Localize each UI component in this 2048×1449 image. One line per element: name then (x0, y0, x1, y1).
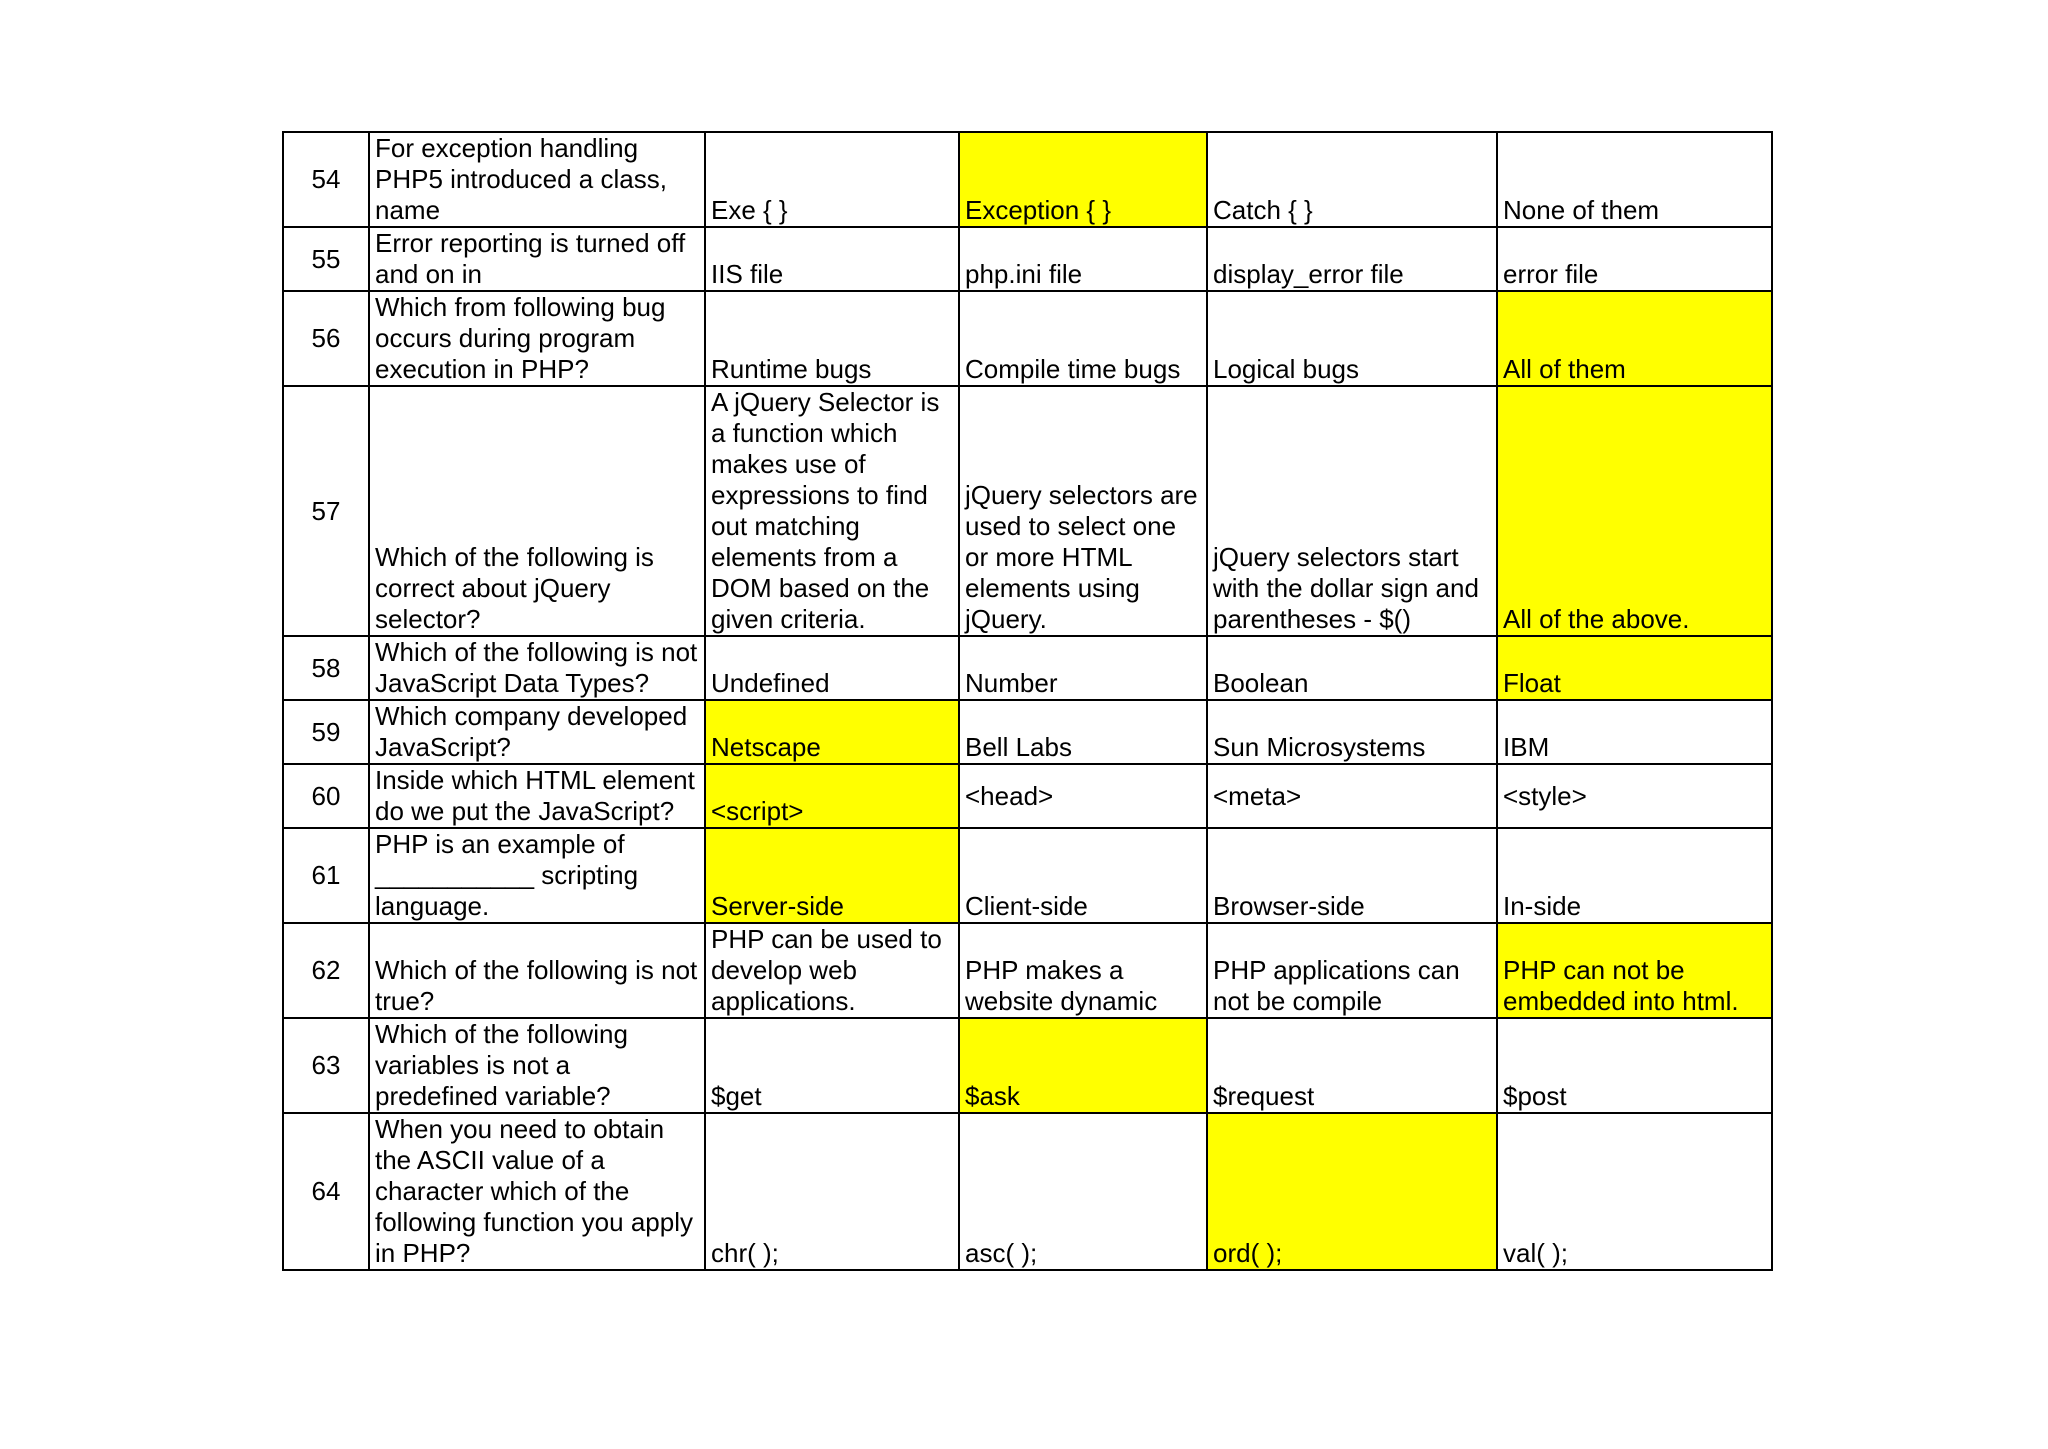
table-row (283, 764, 1772, 828)
option-a: Runtime bugs (705, 291, 959, 386)
option-b: jQuery selectors are used to select one or more HTML elements using jQuery. (959, 386, 1207, 636)
question-text: Which of the following is not true? (369, 923, 705, 1018)
question-text: PHP is an example of ___________ scripting language. (369, 828, 705, 923)
option-d: <style> (1497, 764, 1772, 828)
question-number: 62 (283, 923, 369, 1018)
question-text: Which company developed JavaScript? (369, 700, 705, 764)
table-row (283, 923, 1772, 1018)
option-c: Catch { } (1207, 132, 1497, 227)
table-row (283, 1018, 1772, 1113)
option-c: Sun Microsystems (1207, 700, 1497, 764)
option-b-correct: $ask (959, 1018, 1207, 1113)
option-d: None of them (1497, 132, 1772, 227)
question-text: Inside which HTML element do we put the JavaScript? (369, 764, 705, 828)
question-text: Which from following bug occurs during program execution in PHP? (369, 291, 705, 386)
option-c: <meta> (1207, 764, 1497, 828)
option-c: Logical bugs (1207, 291, 1497, 386)
option-d-correct: All of the above. (1497, 386, 1772, 636)
option-c-correct: ord( ); (1207, 1113, 1497, 1270)
question-text: When you need to obtain the ASCII value of a character which of the following function you apply in PHP? (369, 1113, 705, 1270)
option-a: Undefined (705, 636, 959, 700)
option-c: display_error file (1207, 227, 1497, 291)
mcq-answer-table (282, 131, 1773, 1271)
option-b: <head> (959, 764, 1207, 828)
option-b: Client-side (959, 828, 1207, 923)
option-d-correct: Float (1497, 636, 1772, 700)
option-a: PHP can be used to develop web applications. (705, 923, 959, 1018)
option-b: Compile time bugs (959, 291, 1207, 386)
option-a: chr( ); (705, 1113, 959, 1270)
question-number: 61 (283, 828, 369, 923)
table-row (283, 132, 1772, 227)
question-text: Which of the following variables is not a predefined variable? (369, 1018, 705, 1113)
table-row (283, 700, 1772, 764)
option-d: val( ); (1497, 1113, 1772, 1270)
question-number: 57 (283, 386, 369, 636)
question-number: 64 (283, 1113, 369, 1270)
table-row (283, 1113, 1772, 1270)
option-a-correct: <script> (705, 764, 959, 828)
option-c: Boolean (1207, 636, 1497, 700)
question-number: 54 (283, 132, 369, 227)
question-number: 58 (283, 636, 369, 700)
option-d-correct: PHP can not be embedded into html. (1497, 923, 1772, 1018)
option-a-correct: Netscape (705, 700, 959, 764)
option-b-correct: Exception { } (959, 132, 1207, 227)
question-number: 63 (283, 1018, 369, 1113)
option-b: Bell Labs (959, 700, 1207, 764)
question-number: 56 (283, 291, 369, 386)
option-a-correct: Server-side (705, 828, 959, 923)
option-c: jQuery selectors start with the dollar sign and parentheses - $() (1207, 386, 1497, 636)
question-number: 55 (283, 227, 369, 291)
question-text: Which of the following is not JavaScript Data Types? (369, 636, 705, 700)
option-b: asc( ); (959, 1113, 1207, 1270)
option-a: IIS file (705, 227, 959, 291)
question-number: 60 (283, 764, 369, 828)
option-a: $get (705, 1018, 959, 1113)
question-number: 59 (283, 700, 369, 764)
question-text: Error reporting is turned off and on in (369, 227, 705, 291)
table-row (283, 636, 1772, 700)
option-b: PHP makes a website dynamic (959, 923, 1207, 1018)
question-text: For exception handling PHP5 introduced a class, name (369, 132, 705, 227)
option-b: php.ini file (959, 227, 1207, 291)
table-row (283, 386, 1772, 636)
table-row (283, 828, 1772, 923)
option-c: $request (1207, 1018, 1497, 1113)
option-c: Browser-side (1207, 828, 1497, 923)
option-b: Number (959, 636, 1207, 700)
option-d: IBM (1497, 700, 1772, 764)
option-d: In-side (1497, 828, 1772, 923)
option-d: error file (1497, 227, 1772, 291)
option-d: $post (1497, 1018, 1772, 1113)
option-a: A jQuery Selector is a function which makes use of expressions to find out matching elements from a DOM based on the given criteria. (705, 386, 959, 636)
question-text: Which of the following is correct about jQuery selector? (369, 386, 705, 636)
option-a: Exe { } (705, 132, 959, 227)
option-d-correct: All of them (1497, 291, 1772, 386)
table-row (283, 227, 1772, 291)
option-c: PHP applications can not be compile (1207, 923, 1497, 1018)
table-row (283, 291, 1772, 386)
